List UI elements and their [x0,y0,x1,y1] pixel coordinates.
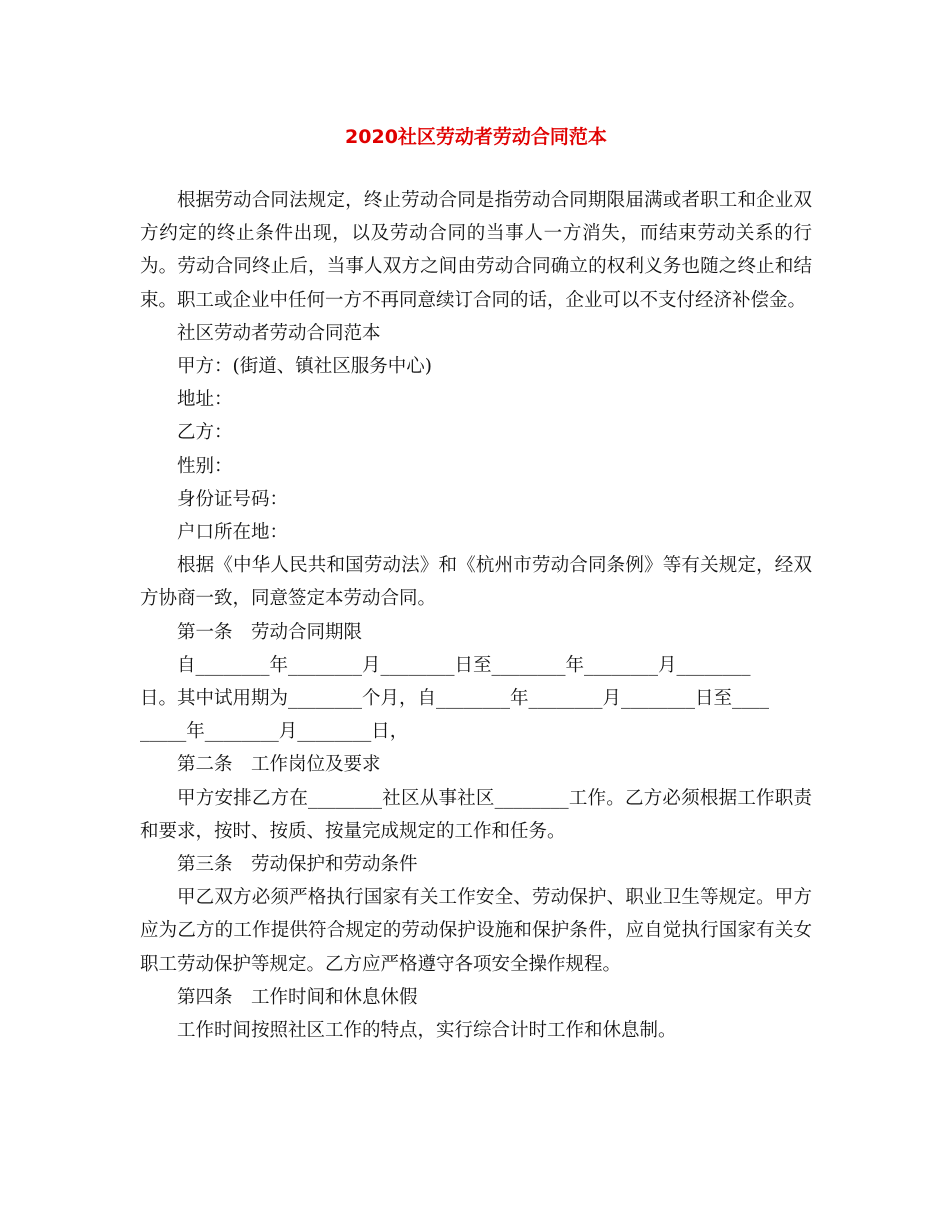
article-3-body: 甲乙双方必须严格执行国家有关工作安全、劳动保护、职业卫生等规定。甲方应为乙方的工作提供符合规定的劳动保护设施和保护条件，应自觉执行国家有关女职工劳动保护等规定。乙方应严格遵守各项安全操作规程。 [140,887,812,975]
intro-paragraph: 根据劳动合同法规定，终止劳动合同是指劳动合同期限届满或者职工和企业双方约定的终止条件出现，以及劳动合同的当事人一方消失，而结束劳动关系的行为。劳动合同终止后，当事人双方之间由劳动合同确立的权利义务也随之终止和结束。职工或企业中任何一方不再同意续订合同的话，企业可以不支付经济补偿金。 [140,190,812,311]
article-1-line-1: 自________年________月________日至________年________月________ [177,654,751,676]
article-1-line-3: _____年________月________日， [140,721,409,743]
article-2-heading: 第二条 工作岗位及要求 [177,754,381,776]
legal-basis-paragraph: 根据《中华人民共和国劳动法》和《杭州市劳动合同条例》等有关规定，经双方协商一致，同意签定本劳动合同。 [140,555,812,610]
gender-field: 性别： [177,455,233,477]
id-number-field: 身份证号码： [177,488,289,510]
hukou-field: 户口所在地： [177,522,289,544]
document-title: 2020社区劳动者劳动合同范本 [345,126,607,148]
contract-subtitle: 社区劳动者劳动合同范本 [177,322,381,344]
document-body [140,184,812,1047]
article-1-line-2: 日。其中试用期为________个月，自________年________月________日至____ [140,688,770,710]
article-4-heading: 第四条 工作时间和休息休假 [177,986,418,1008]
address-field: 地址： [177,389,233,411]
party-b-field: 乙方： [177,422,233,444]
article-1-heading: 第一条 劳动合同期限 [177,621,363,643]
article-4-body: 工作时间按照社区工作的特点，实行综合计时工作和休息制。 [177,1020,677,1042]
article-3-heading: 第三条 劳动保护和劳动条件 [177,854,418,876]
party-a-field: 甲方：(街道、镇社区服务中心) [177,356,432,378]
article-2-body: 甲方安排乙方在________社区从事社区________工作。乙方必须根据工作职责和要求，按时、按质、按量完成规定的工作和任务。 [140,787,812,842]
